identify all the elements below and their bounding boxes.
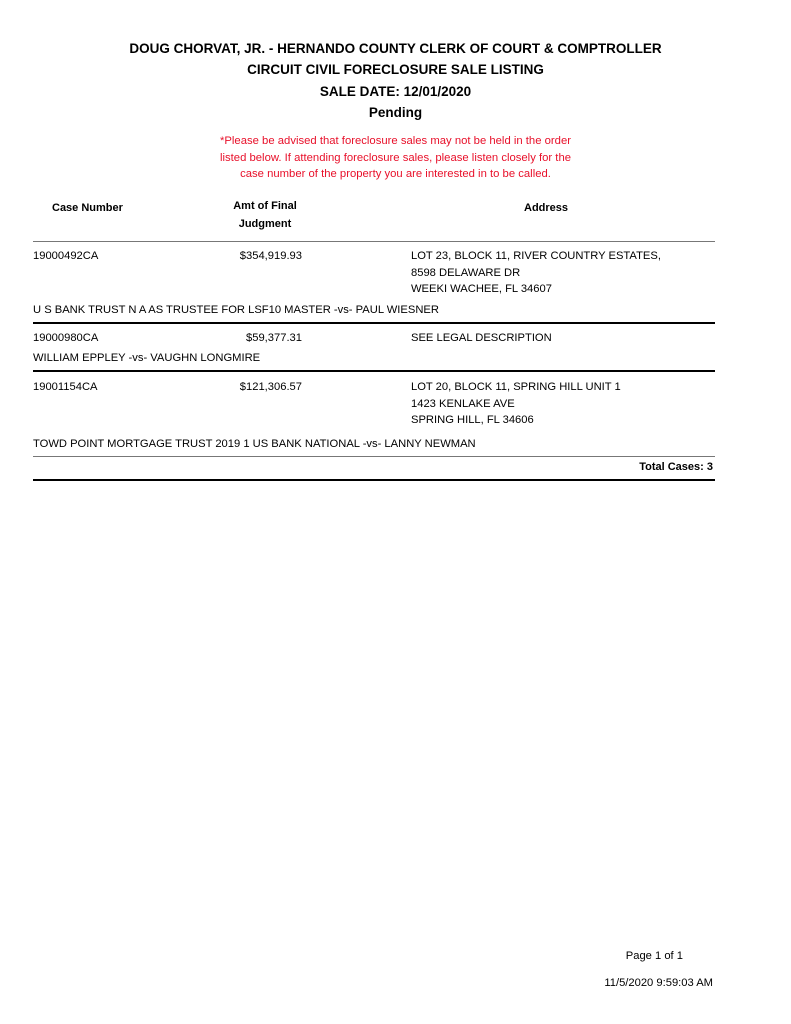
case-divider-3 — [33, 456, 715, 457]
notice-line-2: listed below. If attending foreclosure sales, please listen closely for the — [219, 151, 572, 164]
case-1-address-line-1: LOT 23, BLOCK 11, RIVER COUNTRY ESTATES, — [411, 250, 661, 262]
column-header-address: Address — [524, 202, 569, 214]
county-clerk-title: DOUG CHORVAT, JR. - HERNANDO COUNTY CLERK OF COURT & COMPTROLLER — [129, 41, 662, 56]
total-divider — [33, 479, 715, 481]
case-3-number: 19001154CA — [33, 381, 98, 393]
total-cases: Total Cases: 3 — [639, 461, 713, 473]
case-2-address-line-1: SEE LEGAL DESCRIPTION — [411, 332, 552, 344]
listing-title: CIRCUIT CIVIL FORECLOSURE SALE LISTING — [247, 62, 544, 77]
column-header-amount-line-1: Amt of Final — [233, 200, 297, 212]
case-1-address-line-2: 8598 DELAWARE DR — [411, 267, 521, 279]
case-1-number: 19000492CA — [33, 250, 99, 262]
case-1-parties: U S BANK TRUST N A AS TRUSTEE FOR LSF10 MASTER -vs- PAUL WIESNER — [33, 304, 439, 316]
case-3-amount: $121,306.57 — [239, 381, 302, 393]
column-header-case-number: Case Number — [52, 202, 123, 214]
notice-line-1: *Please be advised that foreclosure sales may not be held in the order — [219, 135, 572, 147]
listing-status: Pending — [368, 105, 423, 120]
header-divider — [33, 241, 715, 242]
case-divider-1 — [33, 322, 715, 324]
case-2-amount: $59,377.31 — [246, 332, 302, 344]
column-header-amount-line-2: Judgment — [238, 218, 292, 230]
case-divider-2 — [33, 370, 715, 372]
case-3-address-line-1: LOT 20, BLOCK 11, SPRING HILL UNIT 1 — [411, 381, 621, 393]
notice-line-3: case number of the property you are interested in to be called. — [240, 168, 551, 180]
print-timestamp: 11/5/2020 9:59:03 AM — [604, 977, 713, 989]
case-2-parties: WILLIAM EPPLEY -vs- VAUGHN LONGMIRE — [33, 352, 261, 364]
case-3-parties: TOWD POINT MORTGAGE TRUST 2019 1 US BANK NATIONAL -vs- LANNY NEWMAN — [33, 438, 476, 450]
case-1-address-line-3: WEEKI WACHEE, FL 34607 — [411, 283, 552, 295]
case-2-number: 19000980CA — [33, 332, 99, 344]
case-3-address-line-2: 1423 KENLAKE AVE — [411, 398, 515, 410]
column-header-amount — [215, 197, 315, 233]
case-3-address-line-3: SPRING HILL, FL 34606 — [411, 414, 534, 426]
case-1-amount: $354,919.93 — [239, 250, 302, 262]
page-number: Page 1 of 1 — [625, 950, 683, 962]
sale-order-notice — [0, 133, 791, 183]
sale-date: SALE DATE: 12/01/2020 — [319, 84, 472, 99]
